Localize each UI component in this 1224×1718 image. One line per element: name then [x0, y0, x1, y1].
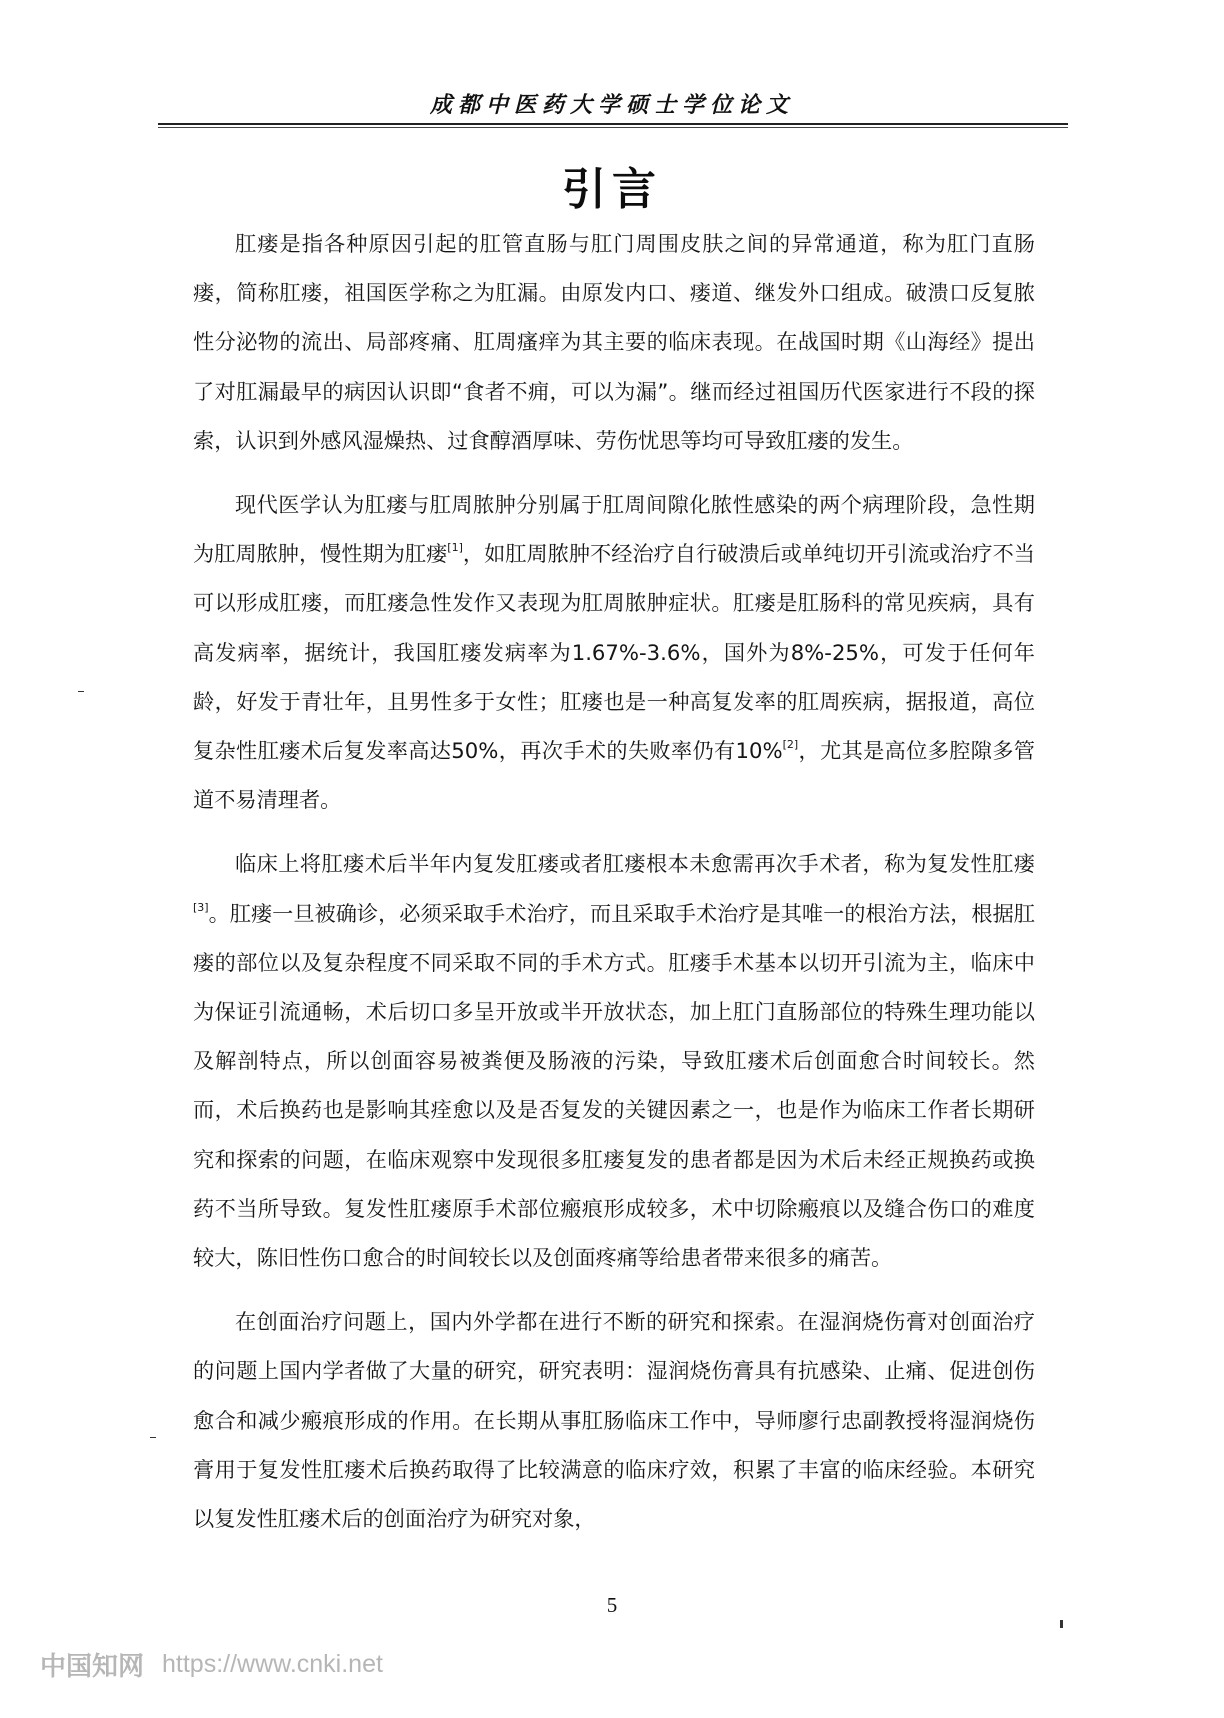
- scan-mark: [78, 691, 84, 692]
- cnki-logo: 中国知网: [40, 1651, 145, 1682]
- page-number: 5: [606, 1593, 618, 1617]
- paragraph-text: 在创面治疗问题上，国内外学都在进行不断的研究和探索。在湿润烧伤膏对创面治疗的问题上国内学者做了大量的研究，研究表明：湿润烧伤膏具有抗感染、止痛、促进创伤愈合和减少瘢痕形成的作用。在长期从事肛肠临床工作中，导师廖行忠副教授将湿润烧伤膏用于复发性肛瘘术后换药取得了比较满意的临床疗效，积累了丰富的临床经验。本研究以复发性肛瘘术后的创面治疗为研究对象，: [193, 1309, 1035, 1532]
- citation-marker: [1]: [447, 541, 463, 555]
- paragraph-text: 肛瘘是指各种原因引起的肛管直肠与肛门周围皮肤之间的异常通道，称为肛门直肠瘘，简称肛瘘，祖国医学称之为肛漏。由原发内口、瘘道、继发外口组成。破溃口反复脓性分泌物的流出、局部疼痛、肛周瘙痒为其主要的临床表现。在战国时期《山海经》提出了对肛漏最早的病因认识即“食者不痈，可以为漏”。继而经过祖国历代医家进行不段的探索，认识到外感风湿燥热、过食醇酒厚味、劳伤忧思等均可导致肛瘘的发生。: [193, 231, 1035, 453]
- scan-mark: [1060, 1620, 1063, 1628]
- paragraph: [193, 839, 1035, 1282]
- citation-marker: [3]: [193, 900, 209, 914]
- paragraph: [193, 480, 1035, 824]
- chapter-title: 引言: [562, 164, 662, 215]
- citation-marker: [2]: [782, 738, 799, 752]
- cnki-url: https://www.cnki.net: [162, 1649, 383, 1678]
- paragraph-text: ，如肛周脓肿不经治疗自行破溃后或单纯切开引流或治疗不当可以形成肛瘘，而肛瘘急性发作又表现为肛周脓肿症状。肛瘘是肛肠科的常见疾病，具有高发病率，据统计，我国肛瘘发病率为1.67%-3.6%，国外为8%-25%，可发于任何年龄，好发于青壮年，且男性多于女性；肛瘘也是一种高复发率的肛周疾病，据报道，高位复杂性肛瘘术后复发率高达50%，再次手术的失败率仍有10%: [193, 541, 1035, 764]
- paragraph-text: 。肛瘘一旦被确诊，必须采取手术治疗，而且采取手术治疗是其唯一的根治方法，根据肛瘘的部位以及复杂程度不同采取不同的手术方式。肛瘘手术基本以切开引流为主，临床中为保证引流通畅，术后切口多呈开放或半开放状态，加上肛门直肠部位的特殊生理功能以及解剖特点，所以创面容易被粪便及肠液的污染，导致肛瘘术后创面愈合时间较长。然而，术后换药也是影响其痊愈以及是否复发的关键因素之一，也是作为临床工作者长期研究和探索的问题，在临床观察中发现很多肛瘘复发的患者都是因为术后未经正规换药或换药不当所导致。复发性肛瘘原手术部位瘢痕形成较多，术中切除瘢痕以及缝合伤口的难度较大，陈旧性伤口愈合的时间较长以及创面疼痛等给患者带来很多的痛苦。: [193, 900, 1035, 1271]
- paragraph-text: 现代医学认为肛瘘与肛周脓肿分别属于肛周间隙化脓性感染的两个病理阶段，急性期为肛周脓肿，慢性期为肛瘘: [193, 492, 1035, 567]
- scan-mark: [150, 1437, 156, 1438]
- body-text: [193, 219, 1035, 1558]
- paragraph-text: ，尤其是高位多腔隙多管道不易清理者。: [193, 738, 1035, 813]
- running-header: 成都中医药大学硕士学位论文: [429, 92, 794, 118]
- header-rule: [158, 123, 1068, 125]
- paragraph: [193, 219, 1035, 465]
- cnki-watermark: [40, 1647, 383, 1681]
- paragraph-text: 临床上将肛瘘术后半年内复发肛瘘或者肛瘘根本未愈需再次手术者，称为复发性肛瘘: [235, 851, 1035, 877]
- paragraph: [193, 1297, 1035, 1543]
- header-rule-thin: [158, 127, 1068, 128]
